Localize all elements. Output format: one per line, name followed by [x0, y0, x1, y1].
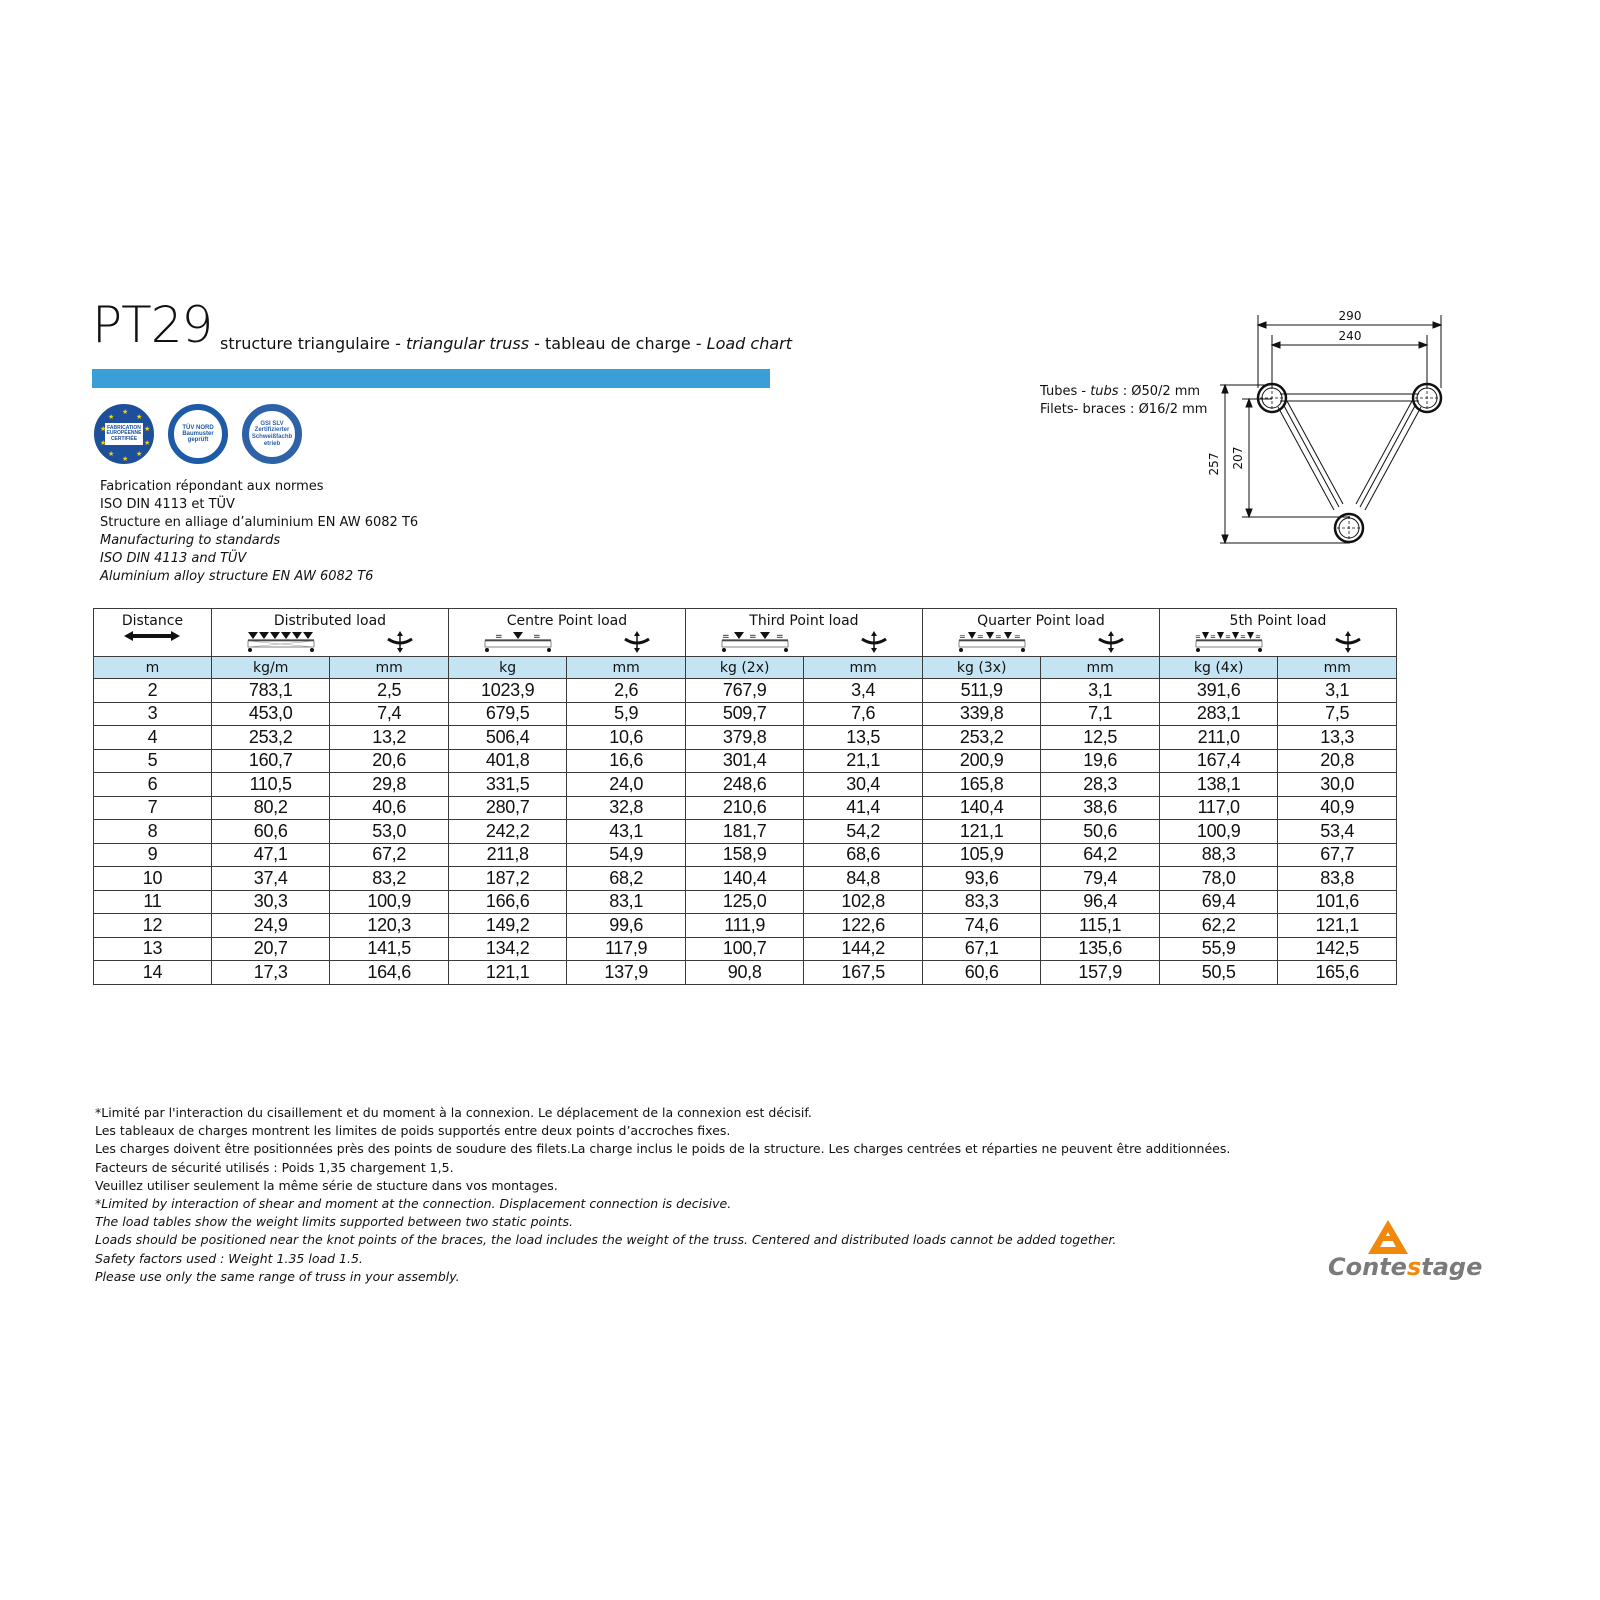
value-cell: 122,6 [804, 914, 923, 938]
value-cell: 43,1 [567, 820, 686, 844]
value-cell: 83,1 [567, 890, 686, 914]
value-cell: 509,7 [685, 702, 804, 726]
value-cell: 17,3 [211, 961, 330, 985]
tuv-badge-label: TÜV NORD Baumuster geprüft [182, 425, 214, 443]
unit-cell: mm [1041, 657, 1160, 679]
value-cell: 679,5 [448, 702, 567, 726]
value-cell: 54,2 [804, 820, 923, 844]
spec-line: Manufacturing to standards [100, 533, 281, 548]
distance-cell: 12 [94, 914, 212, 938]
value-cell: 101,6 [1278, 890, 1397, 914]
distance-cell: 13 [94, 937, 212, 961]
svg-text:=: = [532, 632, 541, 642]
value-cell: 187,2 [448, 867, 567, 891]
value-cell: 111,9 [685, 914, 804, 938]
value-cell: 157,9 [1041, 961, 1160, 985]
value-cell: 200,9 [922, 749, 1041, 773]
note-line: Les tableaux de charges montrent les limites de poids supportés entre deux points d’accroches fixes. [95, 1123, 731, 1139]
inner-height-label: 207 [1231, 446, 1245, 470]
value-cell: 102,8 [804, 890, 923, 914]
distance-cell: 2 [94, 679, 212, 703]
distance-cell: 8 [94, 820, 212, 844]
table-row [94, 773, 1397, 797]
value-cell: 211,0 [1159, 726, 1278, 750]
units-row [94, 657, 1397, 679]
value-cell: 90,8 [685, 961, 804, 985]
value-cell: 41,4 [804, 796, 923, 820]
distance-header: Distance [94, 609, 212, 657]
value-cell: 211,8 [448, 843, 567, 867]
value-cell: 391,6 [1159, 679, 1278, 703]
note-line: Please use only the same range of truss in your assembly. [95, 1268, 460, 1284]
unit-cell: kg [448, 657, 567, 679]
unit-cell: mm [330, 657, 449, 679]
value-cell: 67,2 [330, 843, 449, 867]
note-line: *Limité par l'interaction du cisaillement et du moment à la connexion. Le déplacement de la connexion est décisif. [95, 1105, 812, 1120]
note-line: Safety factors used : Weight 1.35 load 1.5. [95, 1250, 363, 1266]
fifth-point-load-icon [1194, 631, 1266, 653]
value-cell: 137,9 [567, 961, 686, 985]
value-cell: 121,1 [1278, 914, 1397, 938]
note-line: Facteurs de sécurité utilisés : Poids 1,35 chargement 1,5. [95, 1159, 454, 1175]
svg-text:=: = [976, 632, 984, 641]
value-cell: 100,7 [685, 937, 804, 961]
distance-cell: 9 [94, 843, 212, 867]
svg-text:=: = [721, 632, 730, 642]
value-cell: 767,9 [685, 679, 804, 703]
distance-cell: 11 [94, 890, 212, 914]
svg-text:=: = [958, 632, 966, 641]
unit-cell: kg (2x) [685, 657, 804, 679]
subtitle-en-1: triangular truss [405, 334, 530, 353]
specifications [100, 478, 418, 586]
distance-cell: 6 [94, 773, 212, 797]
group-header-distributed: Distributed load [211, 609, 448, 657]
value-cell: 3,4 [804, 679, 923, 703]
value-cell: 117,0 [1159, 796, 1278, 820]
value-cell: 79,4 [1041, 867, 1160, 891]
svg-text:=: = [1224, 633, 1231, 641]
value-cell: 69,4 [1159, 890, 1278, 914]
value-cell: 53,0 [330, 820, 449, 844]
table-row [94, 961, 1397, 985]
value-cell: 164,6 [330, 961, 449, 985]
distance-cell: 4 [94, 726, 212, 750]
value-cell: 2,5 [330, 679, 449, 703]
value-cell: 83,3 [922, 890, 1041, 914]
contestage-logo-icon [1368, 1220, 1408, 1254]
inner-width-label: 240 [1338, 329, 1362, 343]
value-cell: 24,9 [211, 914, 330, 938]
value-cell: 783,1 [211, 679, 330, 703]
value-cell: 99,6 [567, 914, 686, 938]
table-row [94, 702, 1397, 726]
value-cell: 32,8 [567, 796, 686, 820]
value-cell: 80,2 [211, 796, 330, 820]
value-cell: 160,7 [211, 749, 330, 773]
value-cell: 78,0 [1159, 867, 1278, 891]
value-cell: 158,9 [685, 843, 804, 867]
value-cell: 7,4 [330, 702, 449, 726]
value-cell: 100,9 [330, 890, 449, 914]
unit-cell: m [94, 657, 212, 679]
spec-line: ISO DIN 4113 et TÜV [100, 497, 235, 512]
truss-cross-section-drawing [1200, 310, 1460, 550]
value-cell: 181,7 [685, 820, 804, 844]
note-line: The load tables show the weight limits supported between two static points. [95, 1214, 573, 1230]
distance-arrow-icon [122, 629, 182, 643]
value-cell: 253,2 [211, 726, 330, 750]
value-cell: 253,2 [922, 726, 1041, 750]
value-cell: 166,6 [448, 890, 567, 914]
value-cell: 110,5 [211, 773, 330, 797]
value-cell: 93,6 [922, 867, 1041, 891]
note-line: Les charges doivent être positionnées près des points de soudure des filets.La charge inclus le poids de la structure. Les charges centrées et réparties ne peuvent être additionnées. [95, 1141, 1231, 1157]
value-cell: 47,1 [211, 843, 330, 867]
product-code: PT29 [92, 296, 213, 354]
value-cell: 7,6 [804, 702, 923, 726]
value-cell: 13,2 [330, 726, 449, 750]
value-cell: 20,6 [330, 749, 449, 773]
group-header-third-point: Third Point load = = = [685, 609, 922, 657]
value-cell: 68,6 [804, 843, 923, 867]
subtitle-fr-2: - tableau de charge - [529, 334, 707, 353]
value-cell: 100,9 [1159, 820, 1278, 844]
value-cell: 2,6 [567, 679, 686, 703]
svg-text:=: = [1209, 633, 1216, 641]
svg-text:=: = [994, 632, 1002, 641]
value-cell: 121,1 [922, 820, 1041, 844]
distance-cell: 10 [94, 867, 212, 891]
value-cell: 30,0 [1278, 773, 1397, 797]
certification-badges [94, 404, 302, 464]
distance-cell: 7 [94, 796, 212, 820]
spec-line: ISO DIN 4113 and TÜV [100, 551, 247, 566]
value-cell: 67,7 [1278, 843, 1397, 867]
value-cell: 242,2 [448, 820, 567, 844]
svg-text:=: = [1013, 632, 1021, 641]
value-cell: 40,6 [330, 796, 449, 820]
table-row [94, 749, 1397, 773]
table-row [94, 726, 1397, 750]
deflection-icon [860, 631, 888, 653]
value-cell: 68,2 [567, 867, 686, 891]
note-line: Loads should be positioned near the knot points of the braces, the load includes the weight of the truss. Centered and distributed loads cannot be added together. [95, 1232, 1117, 1248]
value-cell: 1023,9 [448, 679, 567, 703]
deflection-icon [386, 631, 414, 653]
value-cell: 3,1 [1041, 679, 1160, 703]
value-cell: 115,1 [1041, 914, 1160, 938]
value-cell: 30,4 [804, 773, 923, 797]
quarter-point-load-icon [957, 631, 1029, 653]
value-cell: 64,2 [1041, 843, 1160, 867]
value-cell: 74,6 [922, 914, 1041, 938]
value-cell: 28,3 [1041, 773, 1160, 797]
centre-point-load-icon [483, 631, 555, 653]
value-cell: 167,4 [1159, 749, 1278, 773]
table-row [94, 867, 1397, 891]
eu-badge-label: FABRICATION EUROPÉENNE CERTIFIÉE [105, 423, 143, 445]
value-cell: 53,4 [1278, 820, 1397, 844]
value-cell: 117,9 [567, 937, 686, 961]
value-cell: 134,2 [448, 937, 567, 961]
value-cell: 83,8 [1278, 867, 1397, 891]
value-cell: 3,1 [1278, 679, 1397, 703]
value-cell: 5,9 [567, 702, 686, 726]
value-cell: 301,4 [685, 749, 804, 773]
slv-badge-label: GSI SLV Zertifizierter Schweißfachbetrieb [251, 420, 293, 447]
page-subtitle [220, 334, 792, 353]
value-cell: 24,0 [567, 773, 686, 797]
value-cell: 38,6 [1041, 796, 1160, 820]
svg-text:=: = [1239, 633, 1246, 641]
group-header-centre-point: Centre Point load = = [448, 609, 685, 657]
subtitle-en-2: Load chart [706, 334, 792, 353]
value-cell: 30,3 [211, 890, 330, 914]
table-row [94, 914, 1397, 938]
value-cell: 7,5 [1278, 702, 1397, 726]
deflection-icon [1097, 631, 1125, 653]
svg-text:=: = [1254, 633, 1261, 641]
unit-cell: mm [804, 657, 923, 679]
table-row [94, 937, 1397, 961]
value-cell: 121,1 [448, 961, 567, 985]
value-cell: 7,1 [1041, 702, 1160, 726]
value-cell: 16,6 [567, 749, 686, 773]
value-cell: 141,5 [330, 937, 449, 961]
value-cell: 13,5 [804, 726, 923, 750]
spec-line: Fabrication répondant aux normes [100, 479, 324, 494]
group-header-quarter-point: Quarter Point load = = = = [922, 609, 1159, 657]
logo-text: Contestage [1328, 1253, 1483, 1281]
value-cell: 40,9 [1278, 796, 1397, 820]
tube-info [1040, 383, 1207, 419]
value-cell: 140,4 [685, 867, 804, 891]
value-cell: 12,5 [1041, 726, 1160, 750]
note-line: *Limited by interaction of shear and moment at the connection. Displacement connection is decisive. [95, 1196, 732, 1212]
value-cell: 21,1 [804, 749, 923, 773]
value-cell: 511,9 [922, 679, 1041, 703]
value-cell: 55,9 [1159, 937, 1278, 961]
value-cell: 10,6 [567, 726, 686, 750]
value-cell: 339,8 [922, 702, 1041, 726]
table-row [94, 843, 1397, 867]
value-cell: 167,5 [804, 961, 923, 985]
svg-text:=: = [1194, 633, 1201, 641]
value-cell: 125,0 [685, 890, 804, 914]
value-cell: 280,7 [448, 796, 567, 820]
unit-cell: kg (4x) [1159, 657, 1278, 679]
value-cell: 149,2 [448, 914, 567, 938]
distance-cell: 14 [94, 961, 212, 985]
subtitle-fr-1: structure triangulaire - [220, 334, 406, 353]
value-cell: 283,1 [1159, 702, 1278, 726]
table-row [94, 796, 1397, 820]
gsi-slv-badge-icon [242, 404, 302, 464]
spec-line: Aluminium alloy structure EN AW 6082 T6 [100, 569, 374, 584]
value-cell: 20,8 [1278, 749, 1397, 773]
outer-width-label: 290 [1338, 310, 1362, 323]
value-cell: 60,6 [211, 820, 330, 844]
value-cell: 138,1 [1159, 773, 1278, 797]
svg-text:=: = [748, 632, 757, 642]
outer-height-label: 257 [1207, 452, 1221, 476]
value-cell: 29,8 [330, 773, 449, 797]
value-cell: 54,9 [567, 843, 686, 867]
deflection-icon [623, 631, 651, 653]
value-cell: 60,6 [922, 961, 1041, 985]
value-cell: 37,4 [211, 867, 330, 891]
value-cell: 88,3 [1159, 843, 1278, 867]
table-row [94, 679, 1397, 703]
group-header-fifth-point: 5th Point load = = = = = [1159, 609, 1396, 657]
value-cell: 248,6 [685, 773, 804, 797]
value-cell: 20,7 [211, 937, 330, 961]
value-cell: 140,4 [922, 796, 1041, 820]
value-cell: 84,8 [804, 867, 923, 891]
spec-line: Structure en alliage d’aluminium EN AW 6082 T6 [100, 515, 419, 530]
header-accent-bar [92, 369, 770, 388]
footnotes [95, 1104, 1230, 1286]
third-point-load-icon [720, 631, 792, 653]
tuv-nord-badge-icon [168, 404, 228, 464]
value-cell: 50,6 [1041, 820, 1160, 844]
value-cell: 331,5 [448, 773, 567, 797]
value-cell: 401,8 [448, 749, 567, 773]
load-chart-table [93, 608, 1397, 985]
unit-cell: kg (3x) [922, 657, 1041, 679]
unit-cell: mm [1278, 657, 1397, 679]
table-body [94, 679, 1397, 985]
note-line: Veuillez utiliser seulement la même série de stucture dans vos montages. [95, 1177, 558, 1193]
value-cell: 83,2 [330, 867, 449, 891]
svg-text:=: = [775, 632, 784, 642]
distributed-load-icon [246, 631, 318, 653]
value-cell: 379,8 [685, 726, 804, 750]
value-cell: 210,6 [685, 796, 804, 820]
deflection-icon [1334, 631, 1362, 653]
svg-text:=: = [494, 632, 503, 642]
eu-certified-badge-icon: ★ ★ ★ ★ ★ ★ ★ ★ ★ ★ FABRICATION EUROPÉENNE CERTIFIÉE [94, 404, 154, 464]
value-cell: 120,3 [330, 914, 449, 938]
value-cell: 144,2 [804, 937, 923, 961]
value-cell: 142,5 [1278, 937, 1397, 961]
value-cell: 135,6 [1041, 937, 1160, 961]
value-cell: 165,8 [922, 773, 1041, 797]
value-cell: 165,6 [1278, 961, 1397, 985]
unit-cell: mm [567, 657, 686, 679]
distance-cell: 3 [94, 702, 212, 726]
table-row [94, 890, 1397, 914]
value-cell: 506,4 [448, 726, 567, 750]
tubes-spec: Tubes - tubs : Ø50/2 mm [1040, 384, 1201, 399]
value-cell: 19,6 [1041, 749, 1160, 773]
value-cell: 67,1 [922, 937, 1041, 961]
unit-cell: kg/m [211, 657, 330, 679]
value-cell: 62,2 [1159, 914, 1278, 938]
value-cell: 105,9 [922, 843, 1041, 867]
value-cell: 13,3 [1278, 726, 1397, 750]
braces-spec: Filets- braces : Ø16/2 mm [1040, 402, 1208, 417]
value-cell: 50,5 [1159, 961, 1278, 985]
value-cell: 453,0 [211, 702, 330, 726]
distance-cell: 5 [94, 749, 212, 773]
value-cell: 96,4 [1041, 890, 1160, 914]
table-row [94, 820, 1397, 844]
